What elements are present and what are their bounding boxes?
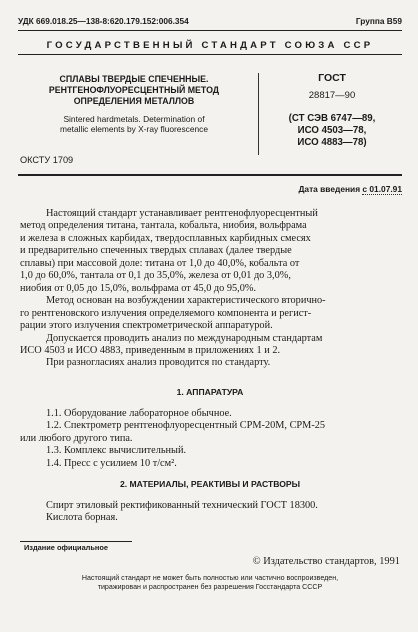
header-top-rule (18, 30, 402, 31)
list-item: или любого другого типа. (20, 432, 133, 444)
group-code: Группа В59 (355, 16, 402, 26)
section2-items (20, 500, 396, 525)
gost-label: ГОСТ (318, 72, 346, 84)
list-item: 1.1. Оборудование лабораторное обычное. (46, 408, 232, 419)
notice-line: тиражирован и распространен без разрешения Госстандарта СССР (97, 583, 323, 592)
intro-date-value: с 01.07.91 (362, 184, 402, 194)
intro-date-label: Дата введения (298, 184, 361, 194)
title-ru-line: РЕНТГЕНОФЛУОРЕСЦЕНТНЫЙ МЕТОД (48, 85, 220, 96)
text-line: При разногласиях анализ проводится по стандарту. (46, 357, 271, 369)
section1-items (20, 408, 396, 470)
section-rule (18, 174, 402, 176)
section-heading: 2. МАТЕРИАЛЫ, РЕАКТИВЫ И РАСТВОРЫ (119, 479, 301, 489)
title-divider (258, 73, 259, 155)
title-block (18, 74, 250, 135)
copyright: © Издательство стандартов, 1991 (252, 556, 400, 567)
notice-line: Настоящий стандарт не может быть полностью или частично воспроизведен, (81, 574, 339, 582)
text-line: метод определения титана, тантала, кобальта, ниобия, вольфрама (20, 220, 307, 232)
list-item: 1.4. Пресс с усилием 10 т/см². (46, 457, 177, 469)
list-item: Кислота борная. (46, 512, 118, 524)
list-item: Спирт этиловый ректификованный технический ГОСТ 18300. (46, 500, 318, 511)
body-text (20, 208, 396, 370)
text-line: го рентгеновского излучения определяемого компонента и регист- (20, 307, 312, 319)
title-ru-line: ОПРЕДЕЛЕНИЯ МЕТАЛЛОВ (73, 96, 195, 107)
text-line: рации этого излучения спектрометрической аппаратурой. (20, 320, 273, 332)
text-line: 1,0 до 60,0%, тантала от 0,1 до 35,0%, железа от 0,01 до 3,0%, (20, 270, 291, 282)
text-line: Метод основан на возбуждении характеристического вторично- (46, 295, 326, 307)
text-line: ИСО 4503 и ИСО 4883, приведенным в приложениях 1 и 2. (20, 344, 281, 356)
gost-equivalent: ИСО 4503—78, (297, 125, 367, 137)
title-ru-line: СПЛАВЫ ТВЕРДЫЕ СПЕЧЕННЫЕ. (59, 74, 209, 84)
text-line: и предварительно спеченных твердых сплавах (далее твердые (20, 245, 292, 257)
section-heading: 1. АППАРАТУРА (176, 387, 244, 397)
list-item: 1.2. Спектрометр рентгенофлуоресцентный СРМ-20М, СРМ-25 (46, 420, 326, 432)
list-item: 1.3. Комплекс вычислительный. (46, 445, 187, 457)
okstu-code: ОКСТУ 1709 (20, 155, 74, 165)
footer-rule (20, 541, 132, 542)
gost-block (262, 72, 402, 150)
state-standard-banner: ГОСУДАРСТВЕННЫЙ СТАНДАРТ СОЮЗА ССР (46, 40, 374, 51)
intro-date (298, 184, 402, 194)
udk-code: УДК 669.018.25—138-8:620.179.152:006.354 (18, 16, 189, 26)
official-edition: Издание официальное (24, 543, 109, 552)
text-line: сплавы) при массовой доле: титана от 1,0 до 40,0%, кобальта от (20, 257, 300, 269)
header-bottom-rule (18, 54, 402, 55)
gost-equivalent: ИСО 4883—78) (297, 137, 367, 149)
text-line: ниобия от 0,05 до 15,0%, вольфрама от 45,0 до 95,0%. (20, 282, 257, 294)
reproduction-notice (18, 574, 402, 593)
text-line: и железа в сложных карбидах, твердосплавных карбидных смесях (20, 232, 311, 244)
gost-equivalent: (СТ СЭВ 6747—89, (288, 113, 376, 124)
text-line: Допускается проводить анализ по международным стандартам (46, 332, 323, 344)
gost-number: 28817—90 (308, 90, 356, 101)
title-en-line: Sintered hardmetals. Determination of (63, 113, 205, 124)
title-en-line: metallic elements by X-ray fluorescence (59, 124, 209, 135)
text-line: Настоящий стандарт устанавливает рентгенофлуоресцентный (46, 208, 318, 219)
